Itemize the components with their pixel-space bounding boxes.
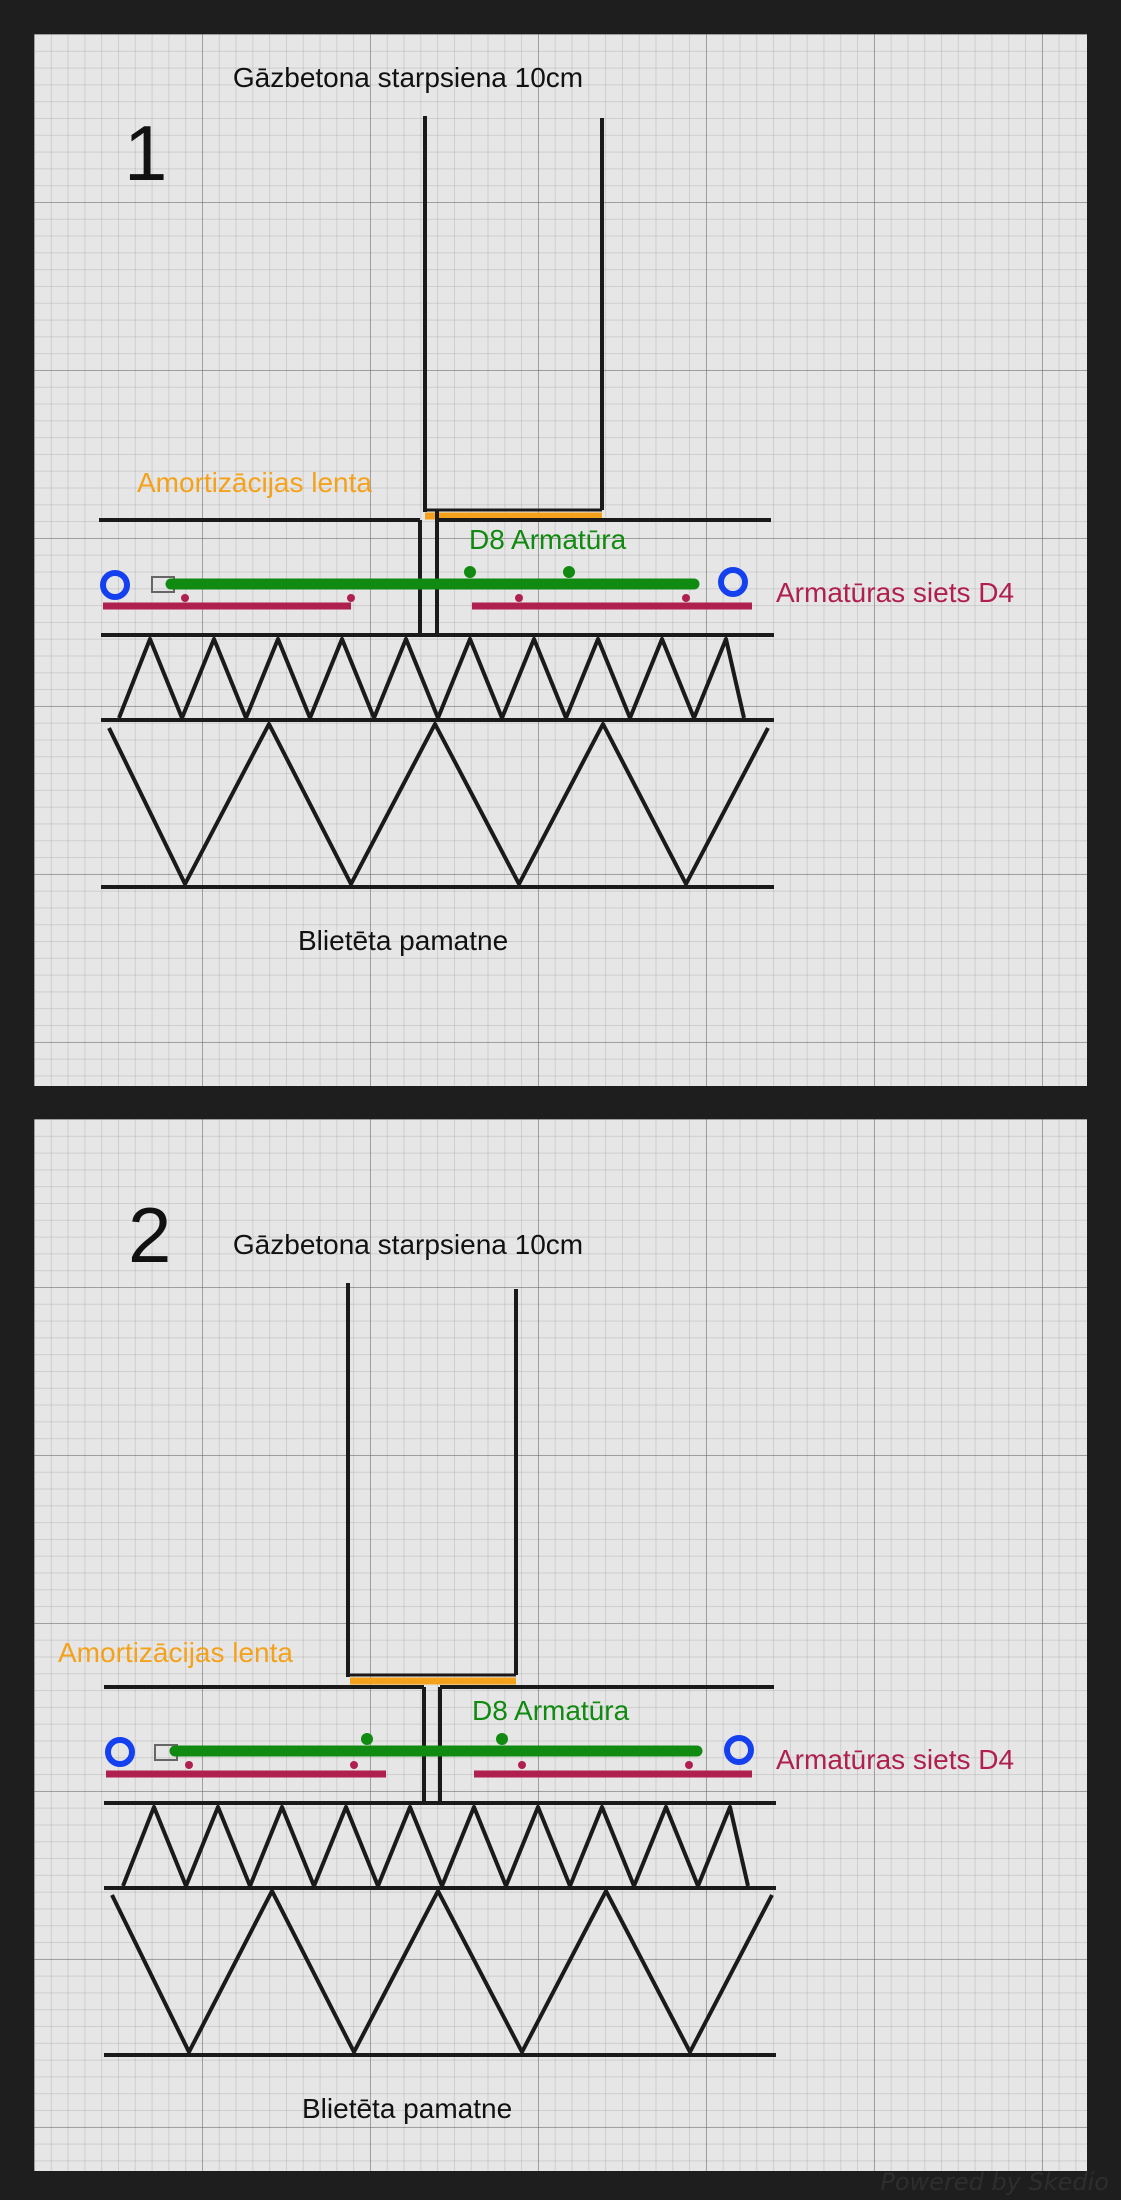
section-drawing-2: [34, 1119, 1087, 2171]
wall-label: Gāzbetona starpsiena 10cm: [232, 1229, 584, 1260]
ring-left-icon: [108, 1740, 132, 1764]
gravel-zigzag: [123, 1807, 748, 1886]
base-zigzag: [112, 1891, 772, 2052]
mesh-dot: [685, 1761, 693, 1769]
gravel-zigzag: [119, 639, 744, 718]
mesh-label: Armatūras siets D4: [776, 577, 1015, 608]
drawing-panel-1: [34, 34, 1087, 1086]
damping-tape-label: Amortizācijas lenta: [58, 1637, 293, 1668]
panel-number: 1: [124, 109, 168, 197]
ring-left-icon: [103, 573, 127, 597]
mesh-dot: [518, 1761, 526, 1769]
damping-tape-label: Amortizācijas lenta: [137, 467, 372, 498]
section-drawing-1: [34, 34, 1087, 1086]
mesh-dot: [181, 594, 189, 602]
ring-right-icon: [727, 1738, 751, 1762]
rebar-dot: [496, 1733, 508, 1745]
rebar-dot: [563, 566, 575, 578]
mesh-dot: [185, 1761, 193, 1769]
mesh-dot: [682, 594, 690, 602]
base-label: Blietēta pamatne: [298, 925, 509, 956]
rebar-dot: [464, 566, 476, 578]
base-zigzag: [109, 724, 768, 884]
panel-number: 2: [128, 1191, 172, 1279]
mesh-dot: [347, 594, 355, 602]
watermark: Powered by Skedio: [880, 2168, 1109, 2196]
d8-rebar-label: D8 Armatūra: [469, 524, 627, 555]
wall-label: Gāzbetona starpsiena 10cm: [232, 62, 584, 93]
rebar-dot: [361, 1733, 373, 1745]
mesh-dot: [515, 594, 523, 602]
mesh-label: Armatūras siets D4: [776, 1744, 1015, 1775]
base-label: Blietēta pamatne: [302, 2093, 513, 2124]
ring-right-icon: [721, 570, 745, 594]
mesh-dot: [350, 1761, 358, 1769]
d8-rebar-label: D8 Armatūra: [472, 1695, 630, 1726]
drawing-panel-2: [34, 1119, 1087, 2171]
